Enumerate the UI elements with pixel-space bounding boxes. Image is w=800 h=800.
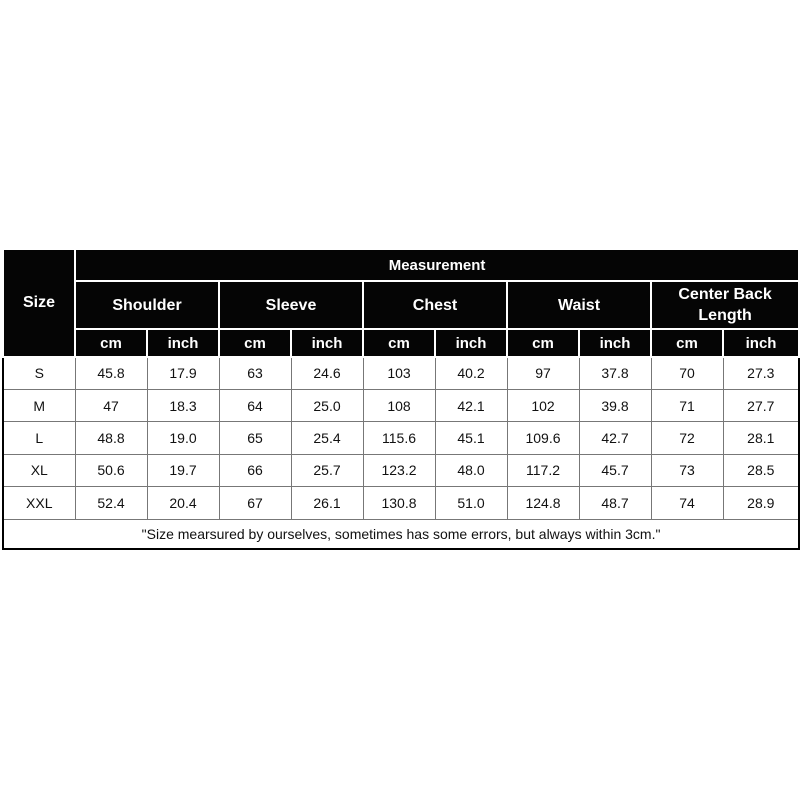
group-header-shoulder: Shoulder	[75, 281, 219, 329]
measurement-cell: 20.4	[147, 487, 219, 519]
measurement-cell: 115.6	[363, 422, 435, 454]
unit-header-inch: inch	[723, 329, 799, 357]
measurement-cell: 70	[651, 357, 723, 389]
measurement-cell: 25.7	[291, 454, 363, 486]
measurement-cell: 51.0	[435, 487, 507, 519]
measurement-cell: 50.6	[75, 454, 147, 486]
measurement-header-row	[3, 249, 799, 281]
table-row	[3, 389, 799, 421]
measurement-cell: 18.3	[147, 389, 219, 421]
size-cell: XL	[3, 454, 75, 486]
measurement-cell: 45.1	[435, 422, 507, 454]
measurement-cell: 24.6	[291, 357, 363, 389]
measurement-cell: 102	[507, 389, 579, 421]
measurement-cell: 39.8	[579, 389, 651, 421]
measurement-cell: 73	[651, 454, 723, 486]
measurement-cell: 72	[651, 422, 723, 454]
measurement-cell: 45.7	[579, 454, 651, 486]
size-cell: L	[3, 422, 75, 454]
measurement-cell: 37.8	[579, 357, 651, 389]
table-row	[3, 357, 799, 389]
size-cell: S	[3, 357, 75, 389]
measurement-cell: 109.6	[507, 422, 579, 454]
measurement-cell: 124.8	[507, 487, 579, 519]
unit-header-inch: inch	[435, 329, 507, 357]
note-row	[3, 519, 799, 549]
table-row	[3, 422, 799, 454]
measurement-cell: 117.2	[507, 454, 579, 486]
group-header-waist: Waist	[507, 281, 651, 329]
measurement-cell: 63	[219, 357, 291, 389]
measurement-cell: 27.3	[723, 357, 799, 389]
size-cell: XXL	[3, 487, 75, 519]
measurement-note: "Size mearsured by ourselves, sometimes has some errors, but always within 3cm."	[3, 519, 799, 549]
measurement-cell: 71	[651, 389, 723, 421]
unit-header-inch: inch	[147, 329, 219, 357]
measurement-cell: 27.7	[723, 389, 799, 421]
unit-header-cm: cm	[363, 329, 435, 357]
unit-header-cm: cm	[507, 329, 579, 357]
measurement-cell: 47	[75, 389, 147, 421]
measurement-cell: 42.7	[579, 422, 651, 454]
measurement-cell: 42.1	[435, 389, 507, 421]
group-header-sleeve: Sleeve	[219, 281, 363, 329]
unit-header-row	[3, 329, 799, 357]
measurement-cell: 28.9	[723, 487, 799, 519]
measurement-cell: 26.1	[291, 487, 363, 519]
size-cell: M	[3, 389, 75, 421]
measurement-cell: 48.0	[435, 454, 507, 486]
measurement-cell: 52.4	[75, 487, 147, 519]
measurement-cell: 19.0	[147, 422, 219, 454]
table-row	[3, 487, 799, 519]
size-chart-table	[2, 248, 800, 550]
measurement-cell: 48.8	[75, 422, 147, 454]
measurement-cell: 130.8	[363, 487, 435, 519]
measurement-cell: 19.7	[147, 454, 219, 486]
group-header-row	[3, 281, 799, 329]
table-row	[3, 454, 799, 486]
unit-header-cm: cm	[219, 329, 291, 357]
measurement-cell: 25.0	[291, 389, 363, 421]
measurement-cell: 48.7	[579, 487, 651, 519]
measurement-cell: 97	[507, 357, 579, 389]
measurement-cell: 74	[651, 487, 723, 519]
measurement-cell: 67	[219, 487, 291, 519]
measurement-cell: 17.9	[147, 357, 219, 389]
measurement-cell: 108	[363, 389, 435, 421]
size-header: Size	[3, 249, 75, 357]
measurement-cell: 25.4	[291, 422, 363, 454]
measurement-cell: 123.2	[363, 454, 435, 486]
measurement-cell: 65	[219, 422, 291, 454]
size-rows	[3, 357, 799, 519]
measurement-cell: 28.5	[723, 454, 799, 486]
measurement-header: Measurement	[75, 249, 799, 281]
unit-header-inch: inch	[579, 329, 651, 357]
measurement-cell: 64	[219, 389, 291, 421]
measurement-cell: 45.8	[75, 357, 147, 389]
measurement-cell: 66	[219, 454, 291, 486]
group-header-chest: Chest	[363, 281, 507, 329]
group-header-center-back-length: Center Back Length	[651, 281, 799, 329]
measurement-cell: 103	[363, 357, 435, 389]
measurement-cell: 28.1	[723, 422, 799, 454]
measurement-cell: 40.2	[435, 357, 507, 389]
unit-header-inch: inch	[291, 329, 363, 357]
unit-header-cm: cm	[651, 329, 723, 357]
unit-header-cm: cm	[75, 329, 147, 357]
